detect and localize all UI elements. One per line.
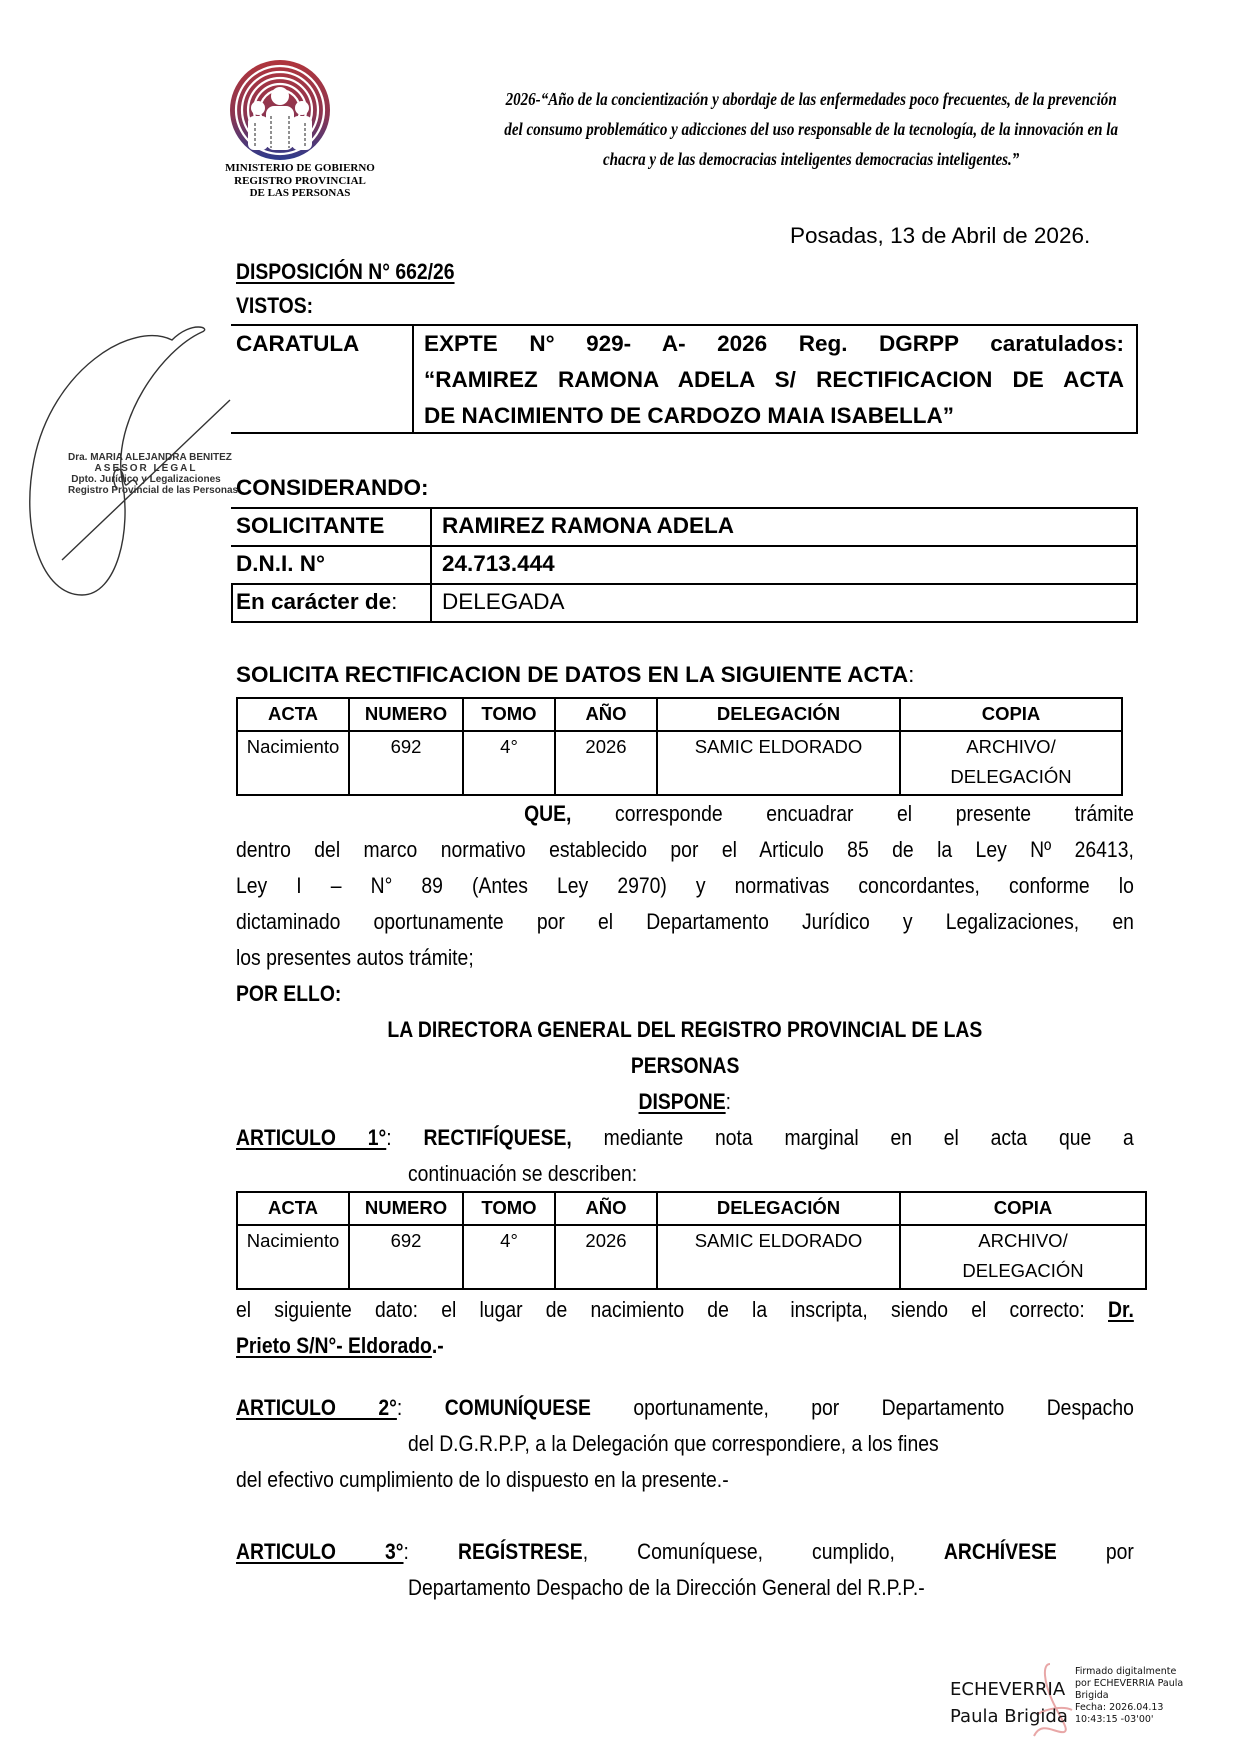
article-verb: RECTIFÍQUESE, — [423, 1125, 572, 1150]
column-header: DELEGACIÓN — [657, 698, 900, 731]
disposition-number: DISPOSICIÓN N° 662/26 — [236, 259, 455, 284]
role-value: DELEGADA — [442, 589, 565, 614]
table-cell — [900, 731, 1122, 795]
authority-line — [236, 1012, 1134, 1048]
paragraph-line — [236, 1390, 1134, 1426]
copy-line: DELEGACIÓN — [962, 1260, 1084, 1281]
ministry-line: DE LAS PERSONAS — [249, 187, 351, 199]
ministry-logo-icon — [228, 58, 332, 162]
dispone-heading — [236, 1084, 1134, 1120]
que-lead: QUE, — [524, 801, 572, 826]
column-divider — [430, 585, 432, 621]
article-1 — [236, 1120, 1134, 1192]
column-header: AÑO — [555, 698, 657, 731]
paragraph-line — [236, 1120, 1134, 1156]
signature-meta-line: Fecha: 2026.04.13 — [1075, 1702, 1164, 1713]
paragraph-line: del efectivo cumplimiento de lo dispuesto en la presente.- — [236, 1467, 729, 1492]
paragraph-line: dentro del marco normativo establecido por el Articulo 85 de la Ley Nº 26413, — [236, 837, 1134, 862]
article-1-continuation — [236, 1292, 1134, 1364]
table-row — [231, 585, 1136, 623]
column-header: DELEGACIÓN — [657, 1192, 900, 1225]
table-cell: Nacimiento — [237, 731, 349, 795]
article-colon: : — [386, 1125, 392, 1150]
article-tail: .- — [431, 1333, 444, 1358]
caratula-line: DE NACIMIENTO DE CARDOZO MAIA ISABELLA” — [424, 403, 955, 428]
paragraph-line: los presentes autos trámite; — [236, 945, 474, 970]
digital-signer-name — [950, 1676, 1068, 1730]
signer-line: Paula Brigida — [950, 1706, 1068, 1727]
table-row — [237, 731, 1122, 795]
table-cell: 692 — [349, 731, 463, 795]
table-cell: SAMIC ELDORADO — [657, 731, 900, 795]
column-header: COPIA — [900, 698, 1122, 731]
column-header: TOMO — [463, 1192, 555, 1225]
article-colon: : — [403, 1539, 409, 1564]
motto-line: 2026-“Año de la concientización y abordaje de las enfermedades poco frecuentes, de la prevención — [505, 89, 1117, 109]
role-label-text: En carácter de — [236, 589, 392, 614]
article-text: mediante nota marginal en el acta que a — [571, 1125, 1134, 1150]
ministry-name — [190, 162, 410, 200]
column-header: TOMO — [463, 698, 555, 731]
applicant-table — [231, 507, 1138, 623]
document-date: Posadas, 13 de Abril de 2026. — [790, 223, 1091, 248]
paragraph-line — [236, 796, 1134, 832]
table-cell: 4° — [463, 1225, 555, 1289]
dni-value: 24.713.444 — [442, 551, 555, 576]
paragraph-line — [236, 1292, 1134, 1328]
table-cell: Nacimiento — [237, 1225, 349, 1289]
article-text: oportunamente, por Departamento Despacho — [590, 1395, 1134, 1420]
applicant-label: SOLICITANTE — [236, 513, 385, 538]
article-text: , Comuníquese, cumplido, — [582, 1539, 944, 1564]
table-cell: 692 — [349, 1225, 463, 1289]
article-verb: REGÍSTRESE — [457, 1539, 583, 1564]
paragraph-line: dictaminado oportunamente por el Departamento Jurídico y Legalizaciones, en — [236, 909, 1134, 934]
article-label: ARTICULO 3° — [236, 1539, 404, 1564]
applicant-value: RAMIREZ RAMONA ADELA — [442, 513, 735, 538]
solicita-colon: : — [908, 662, 915, 687]
ministry-line: MINISTERIO DE GOBIERNO — [225, 162, 375, 174]
paragraph-line: del D.G.R.P.P, a la Delegación que correspondiere, a los fines — [408, 1431, 939, 1456]
table-cell: 2026 — [555, 731, 657, 795]
solicita-heading — [236, 657, 914, 693]
table-header-row — [237, 698, 1122, 731]
column-header: NUMERO — [349, 698, 463, 731]
article-2 — [236, 1390, 1134, 1498]
column-header: ACTA — [237, 698, 349, 731]
article-colon: : — [396, 1395, 403, 1420]
motto-line: chacra y de las democracias inteligentes democracias inteligentes.” — [602, 149, 1020, 169]
table-cell: 2026 — [555, 1225, 657, 1289]
correct-place: Dr. — [1108, 1297, 1134, 1322]
column-header: COPIA — [900, 1192, 1146, 1225]
caratula-value — [424, 326, 1124, 434]
stamp-line: Registro Provincial de las Personas — [68, 485, 239, 496]
year-motto — [465, 84, 1157, 174]
role-label-colon: : — [391, 589, 398, 614]
dni-label: D.N.I. N° — [236, 551, 326, 576]
article-verb: COMUNÍQUESE — [444, 1395, 591, 1420]
authority-text: PERSONAS — [630, 1053, 740, 1078]
legal-advisor-stamp — [68, 452, 239, 496]
que-paragraph — [236, 796, 1134, 976]
table-row — [237, 1225, 1146, 1289]
table-cell — [900, 1225, 1146, 1289]
stamp-line: Dpto. Jurídico y Legalizaciones — [71, 474, 221, 485]
considerando-heading: CONSIDERANDO: — [236, 475, 429, 500]
article-verb: ARCHÍVESE — [943, 1539, 1057, 1564]
table-row — [231, 547, 1136, 585]
stamp-line: Dra. MARIA ALEJANDRA BENITEZ — [68, 452, 232, 463]
article-3 — [236, 1534, 1134, 1606]
acta-table — [236, 1191, 1147, 1290]
article-label: ARTICULO 2° — [236, 1395, 397, 1420]
signer-line: ECHEVERRIA — [950, 1679, 1066, 1700]
paragraph-line: Ley I – N° 89 (Antes Ley 2970) y normativas concordantes, conforme lo — [236, 873, 1134, 898]
caratula-table — [231, 324, 1138, 434]
article-text: el siguiente dato: el lugar de nacimiento de la inscripta, siendo el correcto: — [236, 1297, 1109, 1322]
column-divider — [430, 547, 432, 583]
article-label: ARTICULO 1° — [236, 1125, 387, 1150]
copy-line: ARCHIVO/ — [966, 736, 1056, 757]
table-header-row — [237, 1192, 1146, 1225]
table-cell: SAMIC ELDORADO — [657, 1225, 900, 1289]
correct-place: Prieto S/N°- Eldorado — [236, 1333, 432, 1358]
role-label — [236, 584, 397, 620]
motto-line: del consumo problemático y adicciones del uso responsable de la tecnología, de la innovación en la — [504, 119, 1118, 139]
column-divider — [412, 326, 414, 432]
paragraph-line — [236, 1534, 1134, 1570]
caratula-line: “RAMIREZ RAMONA ADELA S/ RECTIFICACION DE ACTA — [424, 367, 1124, 392]
paragraph-line: Departamento Despacho de la Dirección General del R.P.P.- — [408, 1575, 925, 1600]
que-text: corresponde encuadrar el presente trámite — [571, 801, 1134, 826]
vistos-heading: VISTOS: — [236, 293, 314, 318]
signature-meta-line: por ECHEVERRIA Paula — [1075, 1678, 1184, 1689]
stamp-line: ASESOR LEGAL — [94, 463, 198, 474]
dispone-text: DISPONE — [638, 1089, 726, 1114]
column-header: AÑO — [555, 1192, 657, 1225]
ministry-line: REGISTRO PROVINCIAL — [234, 174, 366, 187]
authority-line — [236, 1048, 1134, 1084]
por-ello-heading: POR ELLO: — [236, 981, 342, 1006]
column-divider — [430, 509, 432, 545]
acta-table — [236, 697, 1123, 796]
column-header: NUMERO — [349, 1192, 463, 1225]
article-text: por — [1056, 1539, 1134, 1564]
signature-meta-line: Brigida — [1075, 1690, 1109, 1701]
paragraph-line — [236, 1328, 1134, 1364]
table-row — [231, 509, 1136, 547]
paragraph-line: continuación se describen: — [408, 1161, 638, 1186]
signature-meta-line: 10:43:15 -03'00' — [1075, 1714, 1154, 1725]
copy-line: DELEGACIÓN — [950, 766, 1072, 787]
caratula-line: EXPTE N° 929- A- 2026 Reg. DGRPP caratulados: — [424, 331, 1124, 356]
copy-line: ARCHIVO/ — [978, 1230, 1068, 1251]
caratula-label: CARATULA — [236, 331, 360, 356]
solicita-heading-text: SOLICITA RECTIFICACION DE DATOS EN LA SIGUIENTE ACTA — [236, 662, 909, 687]
column-header: ACTA — [237, 1192, 349, 1225]
dispone-colon: : — [725, 1089, 732, 1114]
digital-signature-details — [1075, 1666, 1183, 1726]
signature-meta-line: Firmado digitalmente — [1075, 1666, 1177, 1677]
table-cell: 4° — [463, 731, 555, 795]
authority-text: LA DIRECTORA GENERAL DEL REGISTRO PROVINCIAL DE LAS — [387, 1017, 983, 1042]
